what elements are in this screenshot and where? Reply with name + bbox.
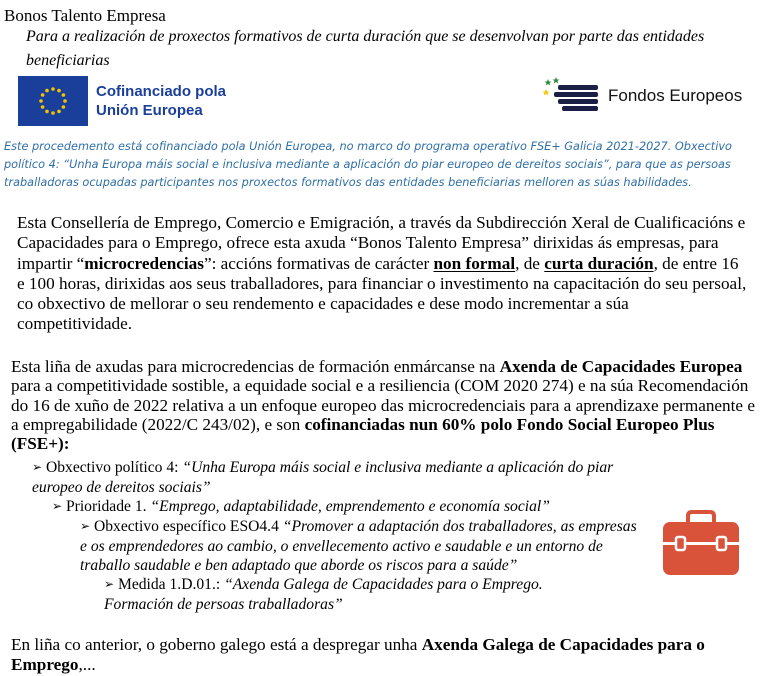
arrow-bullet-icon: ➢: [52, 499, 63, 513]
cofinancing-notice: Este procedemento está cofinanciado pola Unión Europea, no marco do programa operativo FSE+ Galicia 2021-2027. Obxectivo político 4: “Unha Europa máis social e inclusiva mediante a aplicación do piar europeo de dereitos sociais”, para que as persoas traballadoras ocupadas participantes nos proxectos formativos das entidades beneficiarias melloren as súas habilidades.: [4, 140, 732, 189]
non-formal-term: non formal: [433, 253, 516, 273]
intro-paragraph: Esta Consellería de Emprego, Comercio e Emigración, a través da Subdirección Xeral de Cualificacións e Capacidades para o Emprego, ofrece esta axuda “Bonos Talento Empresa” dirixidas ás empresas, para impartir “microcredencias”: accións formativas de carácter non formal, de curta duración, de entre 16 e 100 horas, dirixidas aos seus traballadores, para financiar o investimento na capacitación do seu persoal, co obxectivo de mellorar o seu rendemento e capacidades e dese modo incrementar a súa competitividade.: [17, 213, 747, 334]
axenda-europea-term: Axenda de Capacidades Europea: [499, 357, 743, 376]
framework-paragraph: Esta liña de axudas para microcredencias de formación enmárcanse na Axenda de Capacidades Europea para a competitividade sostible, a equidade social e a resiliencia (COM 2020 274) e na súa Recomendación do 16 de xuño de 2022 relativa a un enfoque europeo das microcredenciais para a aprendizaxe permanente e a empregabilidade (2022/C 243/02), e son cofinanciadas nun 60% polo Fondo Social Europeo Plus (FSE+):: [11, 357, 755, 454]
closing-paragraph: En liña co anterior, o goberno galego está a despregar unha Axenda Galega de Capacidades para o Emprego,...: [11, 635, 705, 674]
eu-logo-line2: Unión Europea: [96, 102, 203, 119]
cofinancing-rate: cofinanciadas nun 60% polo Fondo Social Europeo Plus (FSE+):: [11, 414, 715, 454]
page-subtitle: Para a realización de proxectos formativos de curta duración que se desenvolvan por parte das entidades beneficiarias: [26, 28, 705, 69]
fondos-europeos-icon: [542, 75, 604, 115]
fondos-europeos-logo: [542, 75, 752, 115]
fondos-europeos-label: Fondos Europeos: [608, 86, 743, 105]
arrow-bullet-icon: ➢: [32, 460, 43, 474]
list-item: ➢ Obxectivo político 4: “Unha Europa máis social e inclusiva mediante a aplicación do piar europeo de dereitos sociais”: [32, 459, 614, 496]
arrow-bullet-icon: ➢: [80, 519, 91, 533]
eu-logo-line1: Cofinanciado pola: [96, 83, 227, 100]
list-item: ➢ Medida 1.D.01.: “Axenda Galega de Capacidades para o Emprego. Formación de persoas traballadoras”: [104, 576, 543, 613]
axenda-galega-term: Axenda Galega de Capacidades para o Emprego: [11, 635, 705, 674]
microcredencias-term: microcredencias: [84, 253, 204, 273]
list-item: ➢ Prioridade 1. “Emprego, adaptabilidade, emprendemento e economía social”: [52, 498, 550, 515]
eu-cofinancing-logo: [18, 76, 238, 126]
curta-duracion-term: curta duración: [544, 253, 654, 273]
arrow-bullet-icon: ➢: [104, 577, 115, 591]
briefcase-icon: [660, 510, 742, 578]
page-title: Bonos Talento Empresa: [4, 6, 166, 25]
list-item: ➢ Obxectivo específico ESO4.4 “Promover a adaptación dos traballadores, as empresas e os emprendedores ao cambio, o envellecemento activo e saudable e un entorno de traballo saudable e ben adaptado que aborde os riscos para a saúde”: [80, 518, 637, 574]
eu-flag-icon: [18, 76, 88, 126]
